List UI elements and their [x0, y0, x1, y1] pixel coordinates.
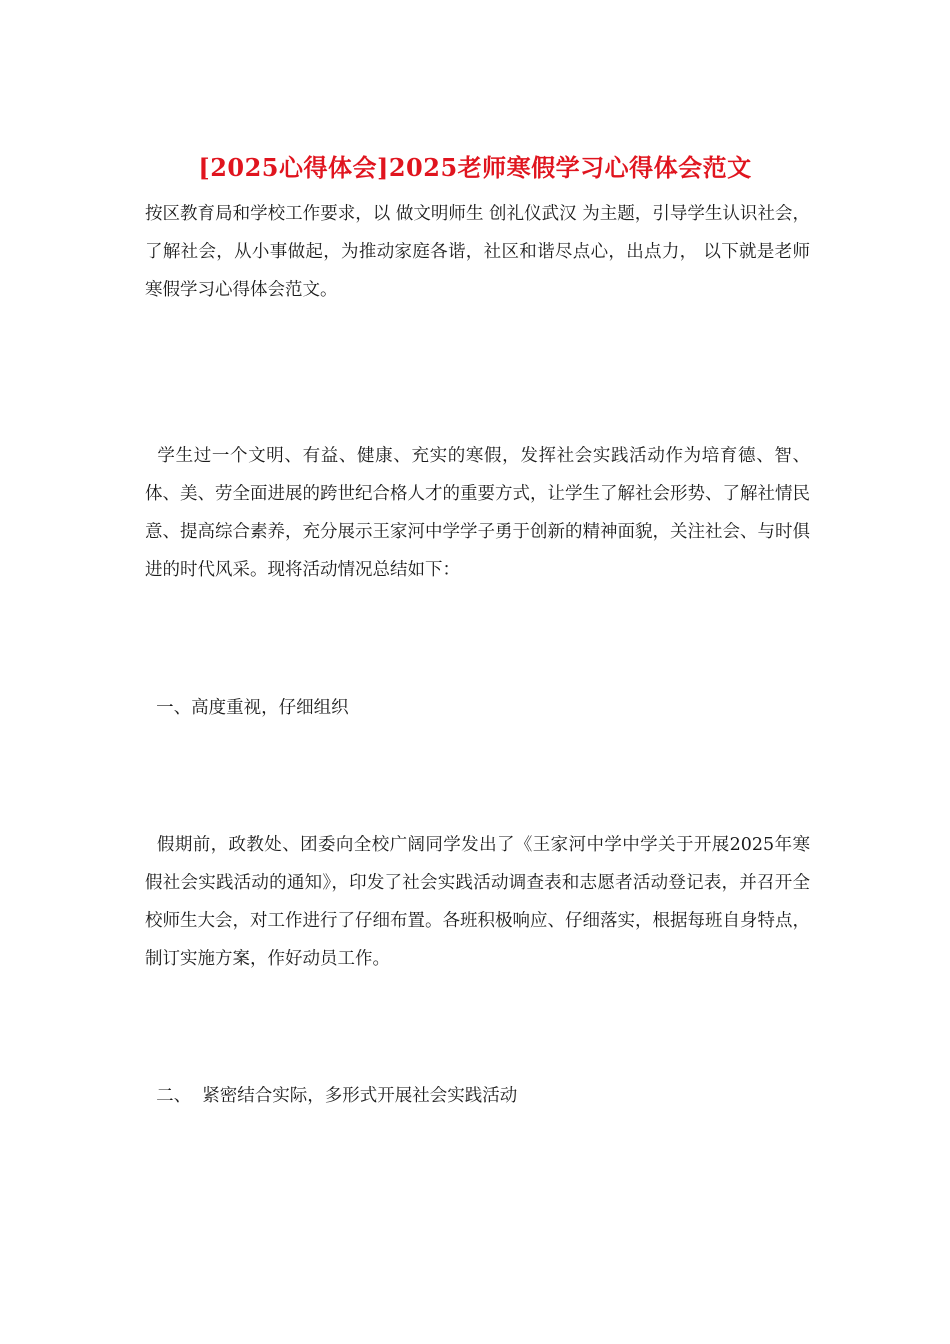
body-paragraph-2: 假期前，政教处、团委向全校广阔同学发出了《王家河中学中学关于开展2025年寒假社会实践活动的通知》，印发了社会实践活动调查表和志愿者活动登记表，并召开全校师生大会，对工作进行了仔细布置。各班积极响应、仔细落实，根据每班自身特点，制订实施方案，作好动员工作。 — [145, 835, 810, 969]
document-title: [2025心得体会]2025老师寒假学习心得体会范文 — [198, 153, 752, 182]
section-heading-2: 二、 紧密结合实际，多形式开展社会实践活动 — [145, 1086, 518, 1106]
body-paragraph-1: 学生过一个文明、有益、健康、充实的寒假，发挥社会实践活动作为培育德、智、体、美、劳全面进展的跨世纪合格人才的重要方式，让学生了解社会形势、了解社情民意、提高综合素养，充分展示王家河中学学子勇于创新的精神面貌，关注社会、与时俱进的时代风采。现将活动情况总结如下： — [145, 446, 810, 580]
intro-paragraph: 按区教育局和学校工作要求，以 做文明师生 创礼仪武汉 为主题，引导学生认识社会，了解社会，从小事做起，为推动家庭各谐，社区和谐尽点心，出点力， 以下就是老师寒假学习心得体会范文。 — [145, 204, 810, 300]
section-heading-1: 一、高度重视，仔细组织 — [145, 698, 349, 718]
